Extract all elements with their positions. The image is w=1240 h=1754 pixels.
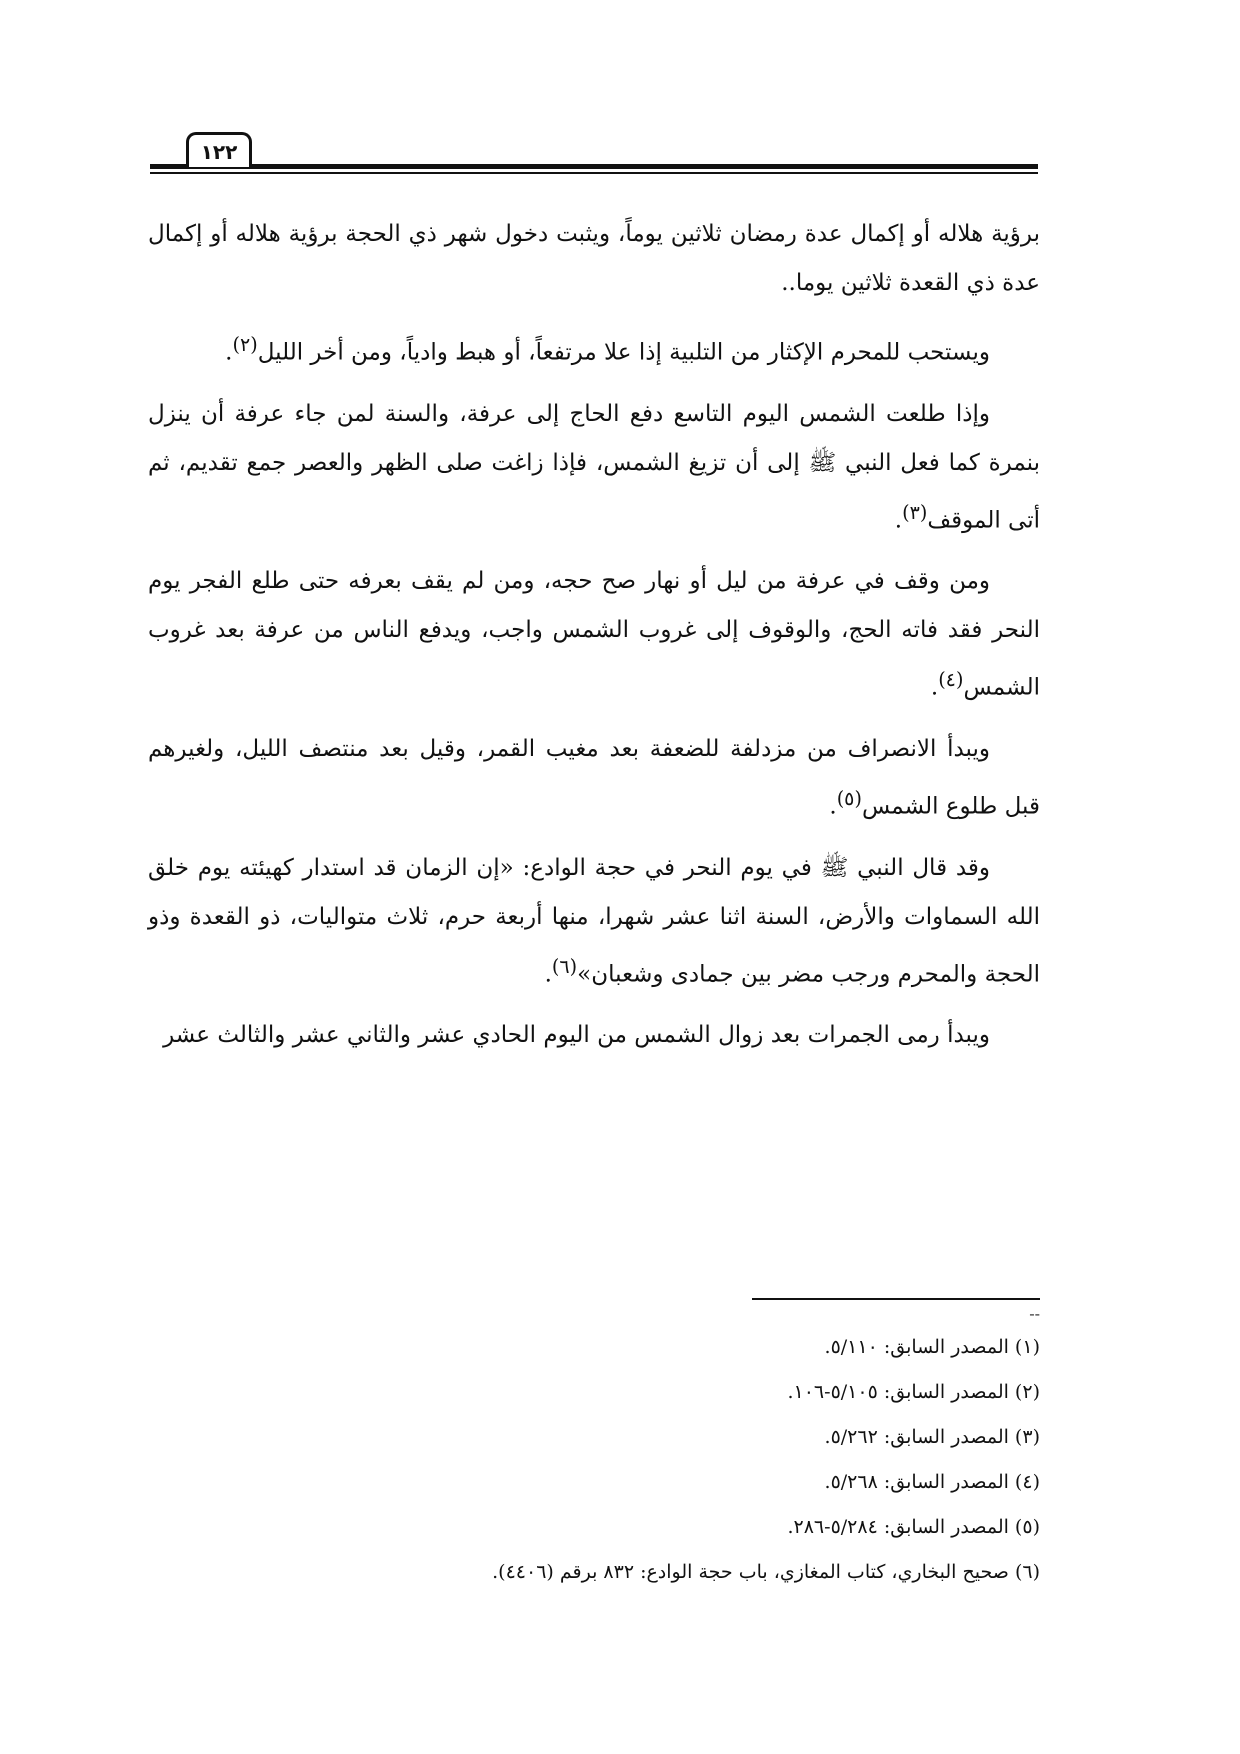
paragraph-end: .	[544, 961, 552, 988]
footnotes	[148, 1325, 1040, 1595]
footnote-marker: (٦)	[551, 954, 578, 978]
footnote: (٦) صحيح البخاري، كتاب المغازي، باب حجة الوادع: ٨٣٢ برقم (٤٤٠٦).	[492, 1561, 1040, 1583]
footnote: (٤) المصدر السابق: ٥/٢٦٨.	[824, 1471, 1040, 1493]
paragraph-text: وإذا طلعت الشمس اليوم التاسع دفع الحاج إلى عرفة، والسنة لمن جاء عرفة أن ينزل بنمرة كما فعل النبي ﷺ إلى أن تزيغ الشمس، فإذا زاغت صلى الظهر والعصر جمع تقديم، ثم أتى الموقف	[148, 400, 1040, 534]
footnote: (٢) المصدر السابق: ٥/١٠٥-١٠٦.	[787, 1381, 1040, 1403]
header-thin-rule	[150, 172, 1038, 174]
paragraph-text: ويبدأ الانصراف من مزدلفة للضعفة بعد مغيب القمر، وقيل بعد منتصف الليل، ولغيرهم قبل طلوع الشمس	[148, 735, 1040, 820]
footnote: (١) المصدر السابق: ٥/١١٠.	[824, 1336, 1040, 1358]
header-thick-rule	[150, 164, 1038, 169]
paragraph	[148, 390, 1040, 546]
page-number: ١٢٢	[186, 132, 252, 167]
paragraph-text: ويستحب للمحرم الإكثار من التلبية إذا علا مرتفعاً، أو هبط وادياً، ومن أخر الليل	[257, 339, 990, 366]
footnote-marker: (٣)	[902, 500, 928, 524]
paragraph-end: .	[930, 674, 939, 701]
footnote-marker: (٥)	[836, 786, 862, 810]
paragraph	[148, 320, 1040, 378]
paragraph-end: .	[829, 793, 837, 820]
footnote-separator-rule	[752, 1298, 1040, 1300]
paragraph-text: ويبدأ رمى الجمرات بعد زوال الشمس من اليوم الحادي عشر والثاني عشر والثالث عشر	[163, 1022, 990, 1049]
paragraph-text: برؤية هلاله أو إكمال عدة رمضان ثلاثين يوماً، ويثبت دخول شهر ذي الحجة برؤية هلاله أو إكمال عدة ذي القعدة ثلاثين يوما..	[148, 221, 1040, 296]
footnote-marker: (٢)	[232, 333, 258, 356]
paragraph	[148, 1011, 1040, 1060]
paragraph-end: .	[225, 339, 233, 366]
page-header	[150, 128, 1038, 176]
paragraph	[148, 210, 1040, 308]
paragraph	[148, 725, 1040, 832]
footnote-separator-mark: --	[1029, 1304, 1040, 1323]
paragraph-end: .	[894, 507, 903, 534]
paragraph-text: ومن وقف في عرفة من ليل أو نهار صح حجه، ومن لم يقف بعرفه حتى طلع الفجر يوم النحر فقد فاته الحج، والوقوف إلى غروب الشمس واجب، ويدفع الناس من عرفة بعد غروب الشمس	[148, 568, 1040, 701]
footnote: (٥) المصدر السابق: ٥/٢٨٤-٢٨٦.	[787, 1516, 1040, 1538]
footnote: (٣) المصدر السابق: ٥/٢٦٢.	[824, 1426, 1040, 1448]
paragraph	[148, 844, 1040, 1000]
footnote-marker: (٤)	[938, 668, 964, 692]
paragraph-text: وقد قال النبي ﷺ في يوم النحر في حجة الوادع: «إن الزمان قد استدار كهيئته يوم خلق الله السماوات والأرض، السنة اثنا عشر شهرا، منها أربعة حرم، ثلاث متواليات، ذو القعدة وذو الحجة والمحرم ورجب مضر بين جمادى وشعبان»	[148, 854, 1040, 988]
paragraph	[148, 557, 1040, 713]
body-text	[148, 210, 1040, 1072]
